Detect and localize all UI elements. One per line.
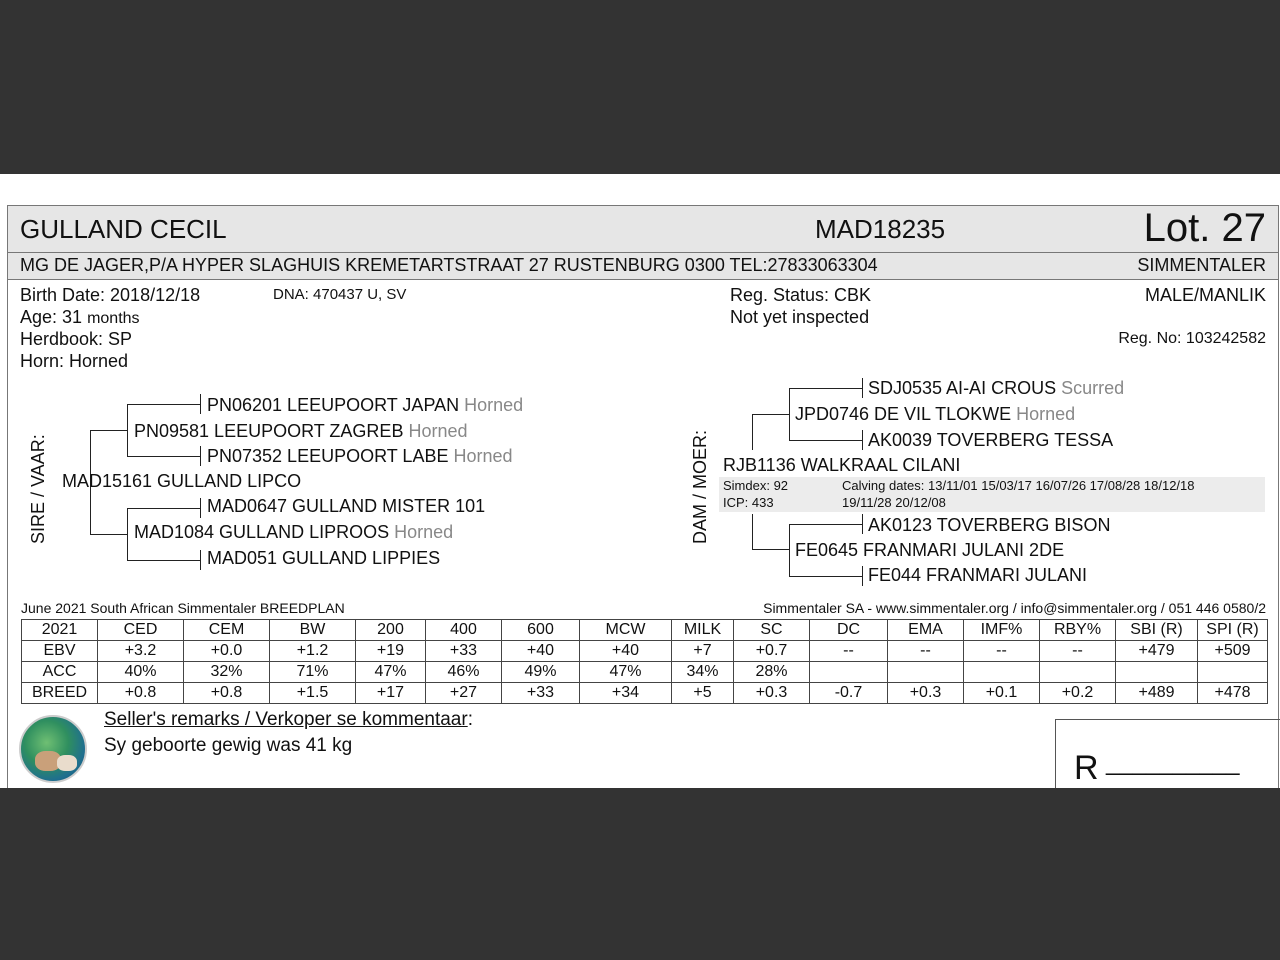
ebv-cell: 47% — [356, 662, 426, 683]
mss-tick — [862, 378, 863, 398]
ps-bracket-top — [127, 404, 200, 405]
dam-bracket-bottom — [752, 549, 790, 550]
paternal-dam-name: MAD1084 GULLAND LIPROOS — [134, 522, 390, 542]
calving-dates-line2: 19/11/28 20/12/08 — [842, 495, 946, 510]
ebv-cell: +0.2 — [1040, 683, 1116, 704]
ebv-header-cell: EMA — [888, 620, 964, 641]
ebv-cell — [964, 662, 1040, 683]
ebv-header-cell: RBY% — [1040, 620, 1116, 641]
ebv-cell: -- — [964, 641, 1040, 662]
pss-tick — [200, 394, 201, 414]
ebv-cell: +0.7 — [734, 641, 810, 662]
paternal-sire-entry — [134, 421, 468, 442]
ebv-cell: -- — [810, 641, 888, 662]
ebv-cell: 46% — [426, 662, 502, 683]
ebv-header-cell: 2021 — [22, 620, 98, 641]
psd-entry — [207, 446, 513, 467]
price-currency: R — [1074, 749, 1099, 787]
ebv-header-cell: IMF% — [964, 620, 1040, 641]
header-bar — [7, 205, 1279, 253]
herdbook: Herdbook: SP — [20, 329, 133, 349]
ebv-cell: +1.5 — [270, 683, 356, 704]
animal-name: GULLAND CECIL — [20, 214, 227, 244]
pd-bracket-top — [127, 508, 200, 509]
owner-bar — [7, 253, 1279, 280]
ebv-cell: 28% — [734, 662, 810, 683]
ebv-header-cell: MILK — [672, 620, 734, 641]
ms-bracket — [789, 388, 790, 440]
ebv-cell — [888, 662, 964, 683]
ebv-cell — [1116, 662, 1198, 683]
maternal-sire-entry — [795, 404, 1075, 425]
pds-name: MAD0647 GULLAND MISTER 101 — [207, 496, 486, 516]
ebv-cell: 40% — [98, 662, 184, 683]
ebv-cell: +0.8 — [184, 683, 270, 704]
pds-tick — [200, 498, 201, 518]
psd-horn: Horned — [453, 446, 513, 466]
ebv-header-cell: DC — [810, 620, 888, 641]
age-unit: months — [87, 310, 140, 327]
ebv-cell — [1040, 662, 1116, 683]
ebv-cell: BREED — [22, 683, 98, 704]
maternal-sire-horn: Horned — [1016, 404, 1076, 424]
sire-bracket-top — [90, 430, 128, 431]
ebv-cell: +33 — [502, 683, 580, 704]
lot-card — [0, 174, 1280, 788]
ebv-cell: +40 — [502, 641, 580, 662]
ebv-cell: +0.3 — [888, 683, 964, 704]
price-blank-line[interactable]: __________ — [1106, 749, 1240, 776]
ebv-cell: -- — [1040, 641, 1116, 662]
md-bracket — [789, 524, 790, 576]
pdd-tick — [200, 550, 201, 570]
ebv-header-cell: 400 — [426, 620, 502, 641]
pss-entry — [207, 395, 523, 416]
dna-info: DNA: 470437 U, SV — [273, 286, 407, 303]
birth-date: Birth Date: 2018/12/18 — [20, 285, 201, 305]
ebv-header-cell: SC — [734, 620, 810, 641]
ebv-row — [22, 620, 1268, 641]
maternal-dam-name: FE0645 FRANMARI JULANI 2DE — [795, 540, 1065, 560]
mss-horn: Scurred — [1061, 378, 1125, 398]
mss-name: SDJ0535 AI-AI CROUS — [868, 378, 1057, 398]
ebv-cell: +0.8 — [98, 683, 184, 704]
mds-tick — [862, 514, 863, 534]
sire-name: MAD15161 GULLAND LIPCO — [62, 471, 302, 491]
ebv-cell: +1.2 — [270, 641, 356, 662]
reg-status: Reg. Status: CBK — [730, 285, 872, 305]
md-bracket-top — [789, 524, 862, 525]
society-contact: Simmentaler SA - www.simmentaler.org / info@simmentaler.org / 051 446 0580/2 — [763, 600, 1266, 616]
ps-bracket — [127, 404, 128, 456]
pss-horn: Horned — [464, 395, 524, 415]
ebv-cell: +478 — [1198, 683, 1268, 704]
mss-entry — [868, 378, 1124, 399]
ebv-cell: +0.0 — [184, 641, 270, 662]
ebv-cell: 47% — [580, 662, 672, 683]
ebv-header-cell: SPI (R) — [1198, 620, 1268, 641]
pd-bracket-bottom — [127, 560, 200, 561]
mds-name: AK0123 TOVERBERG BISON — [868, 515, 1111, 535]
ebv-cell: +7 — [672, 641, 734, 662]
ebv-cell: +19 — [356, 641, 426, 662]
ebv-row — [22, 641, 1268, 662]
dam-name: RJB1136 WALKRAAL CILANI — [723, 455, 961, 475]
ebv-cell: +489 — [1116, 683, 1198, 704]
remarks-colon: : — [467, 709, 473, 730]
remarks-heading — [104, 709, 473, 731]
simdex: Simdex: 92 — [723, 478, 789, 493]
ebv-cell: 32% — [184, 662, 270, 683]
ebv-cell: 49% — [502, 662, 580, 683]
ebv-cell: 71% — [270, 662, 356, 683]
ebv-cell: +40 — [580, 641, 672, 662]
age — [20, 307, 140, 328]
age-value: Age: 31 — [20, 307, 83, 327]
psd-name: PN07352 LEEUPOORT LABE — [207, 446, 449, 466]
ebv-cell: +479 — [1116, 641, 1198, 662]
sex: MALE/MANLIK — [1144, 285, 1266, 305]
lot-number: Lot. 27 — [1143, 206, 1266, 250]
ebv-cell: -0.7 — [810, 683, 888, 704]
paternal-dam-entry — [134, 522, 453, 543]
ebv-cell: 34% — [672, 662, 734, 683]
ebv-cell: +17 — [356, 683, 426, 704]
calving-dates-line1: Calving dates: 13/11/01 15/03/17 16/07/26 17/08/28 18/12/18 — [842, 478, 1195, 493]
simmentaler-logo — [19, 715, 87, 783]
ebv-header-cell: CEM — [184, 620, 270, 641]
icp: ICP: 433 — [723, 495, 774, 510]
ebv-header-cell: 600 — [502, 620, 580, 641]
md-bracket-bottom — [789, 576, 862, 577]
paternal-dam-horn: Horned — [394, 522, 454, 542]
owner-address: MG DE JAGER,P/A HYPER SLAGHUIS KREMETARTSTRAAT 27 RUSTENBURG 0300 TEL:27833063304 — [20, 255, 878, 275]
ebv-cell: -- — [888, 641, 964, 662]
breed-name: SIMMENTALER — [1137, 255, 1266, 275]
dam-bracket-top — [752, 414, 790, 415]
ebv-table — [21, 619, 1268, 704]
ebv-cell: EBV — [22, 641, 98, 662]
breedplan-caption: June 2021 South African Simmentaler BREEDPLAN — [21, 600, 345, 616]
ebv-row — [22, 662, 1268, 683]
logo-calf-shape — [57, 755, 77, 771]
pd-bracket — [127, 508, 128, 560]
dam-side-label: DAM / MOER: — [690, 429, 710, 544]
reg-number: Reg. No: 103242582 — [1118, 330, 1266, 347]
dam-bracket-upper — [752, 414, 753, 450]
ebv-cell: +5 — [672, 683, 734, 704]
registration-code: MAD18235 — [815, 214, 946, 244]
mdd-name: FE044 FRANMARI JULANI — [868, 565, 1088, 585]
horn-status: Horn: Horned — [20, 351, 129, 371]
remarks-text: Sy geboorte gewig was 41 kg — [104, 735, 353, 756]
sire-side-label: SIRE / VAAR: — [28, 434, 48, 544]
ebv-header-cell: MCW — [580, 620, 672, 641]
ebv-table-body — [22, 620, 1268, 704]
ebv-cell: +0.1 — [964, 683, 1040, 704]
dam-bracket-lower — [752, 514, 753, 550]
ebv-cell — [810, 662, 888, 683]
ebv-header-cell: CED — [98, 620, 184, 641]
ebv-cell: +509 — [1198, 641, 1268, 662]
ebv-cell — [1198, 662, 1268, 683]
ebv-cell: ACC — [22, 662, 98, 683]
ebv-cell: +0.3 — [734, 683, 810, 704]
mdd-tick — [862, 566, 863, 586]
ps-bracket-bottom — [127, 456, 200, 457]
paternal-sire-name: PN09581 LEEUPOORT ZAGREB — [134, 421, 404, 441]
msd-tick — [862, 430, 863, 450]
pdd-name: MAD051 GULLAND LIPPIES — [207, 548, 441, 568]
ebv-cell: +33 — [426, 641, 502, 662]
ebv-cell: +34 — [580, 683, 672, 704]
ebv-row — [22, 683, 1268, 704]
ebv-header-cell: SBI (R) — [1116, 620, 1198, 641]
maternal-sire-name: JPD0746 DE VIL TLOKWE — [795, 404, 1012, 424]
ms-bracket-top — [789, 388, 862, 389]
ebv-header-cell: BW — [270, 620, 356, 641]
sire-bracket-bottom — [90, 534, 128, 535]
ebv-header-cell: 200 — [356, 620, 426, 641]
psd-tick — [200, 446, 201, 466]
ebv-cell: +27 — [426, 683, 502, 704]
msd-name: AK0039 TOVERBERG TESSA — [868, 430, 1114, 450]
remarks-title: Seller's remarks / Verkoper se kommentaar — [104, 709, 468, 730]
pss-name: PN06201 LEEUPOORT JAPAN — [207, 395, 460, 415]
paternal-sire-horn: Horned — [408, 421, 468, 441]
ebv-cell: +3.2 — [98, 641, 184, 662]
inspection-status: Not yet inspected — [730, 307, 870, 327]
ms-bracket-bottom — [789, 440, 862, 441]
